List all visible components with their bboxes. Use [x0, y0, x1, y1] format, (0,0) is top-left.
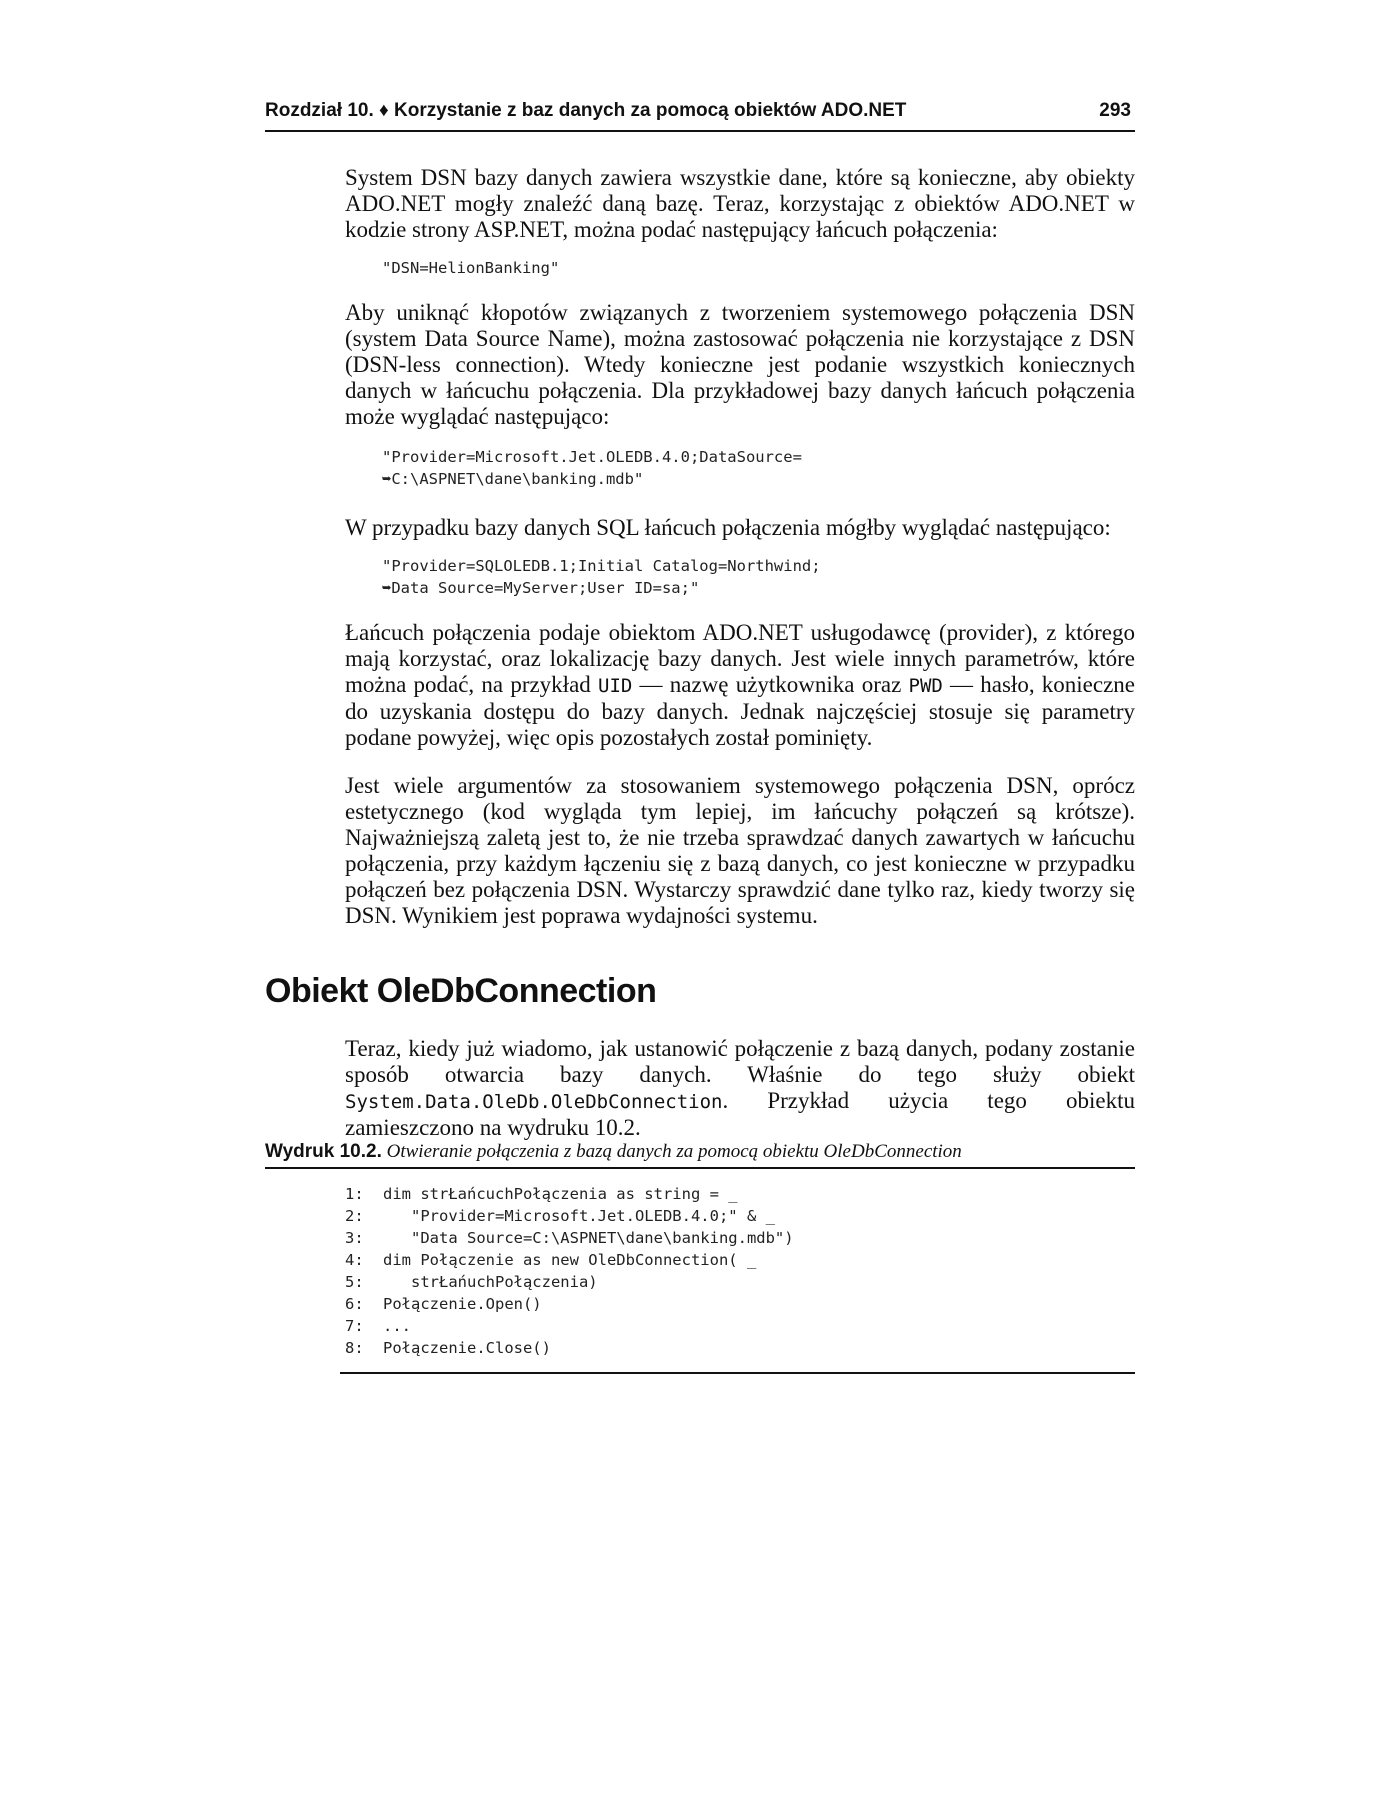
- line-number: 7:: [345, 1317, 364, 1335]
- line-code: ...: [383, 1317, 411, 1335]
- paragraph-oledb-intro: [345, 1036, 1135, 1141]
- line-code: "Provider=Microsoft.Jet.OLEDB.4.0;" & _: [383, 1207, 775, 1225]
- listing-line: [345, 1315, 1135, 1337]
- section-heading: Obiekt OleDbConnection: [265, 972, 657, 1010]
- provider-text-a: Łańcuch połączenia podaje obiektom ADO.NET usługodawcę (provider), z którego mają korzystać, oraz lokalizację bazy danych. Jest wiele innych parametrów, które można podać, na przykład: [345, 620, 1135, 697]
- line-code: strŁańuchPołączenia): [383, 1273, 598, 1291]
- line-number: 5:: [345, 1273, 364, 1291]
- listing-line: [345, 1271, 1135, 1293]
- oledb-text-a: Teraz, kiedy już wiadomo, jak ustanowić połączenie z bazą danych, podany zostanie sposób otwarcia bazy danych. Właśnie do tego służy obiekt: [345, 1036, 1135, 1087]
- listing-line: [345, 1183, 1135, 1205]
- listing-label: Wydruk 10.2.: [265, 1141, 382, 1162]
- oledb-class-code: System.Data.OleDb.OleDbConnection: [345, 1091, 723, 1113]
- line-code: Połączenie.Open(): [383, 1295, 542, 1313]
- line-number: 1:: [345, 1185, 364, 1203]
- code-jet-connection-string: "Provider=Microsoft.Jet.OLEDB.4.0;DataSource= ➥C:\ASPNET\dane\banking.mdb": [382, 448, 802, 488]
- oledb-text-b: . Przykład użycia tego obiektu zamieszczono na wydruku 10.2.: [345, 1088, 1135, 1140]
- line-number: 3:: [345, 1229, 364, 1247]
- listing-line: [345, 1249, 1135, 1271]
- line-number: 8:: [345, 1339, 364, 1357]
- line-number: 6:: [345, 1295, 364, 1313]
- line-number: 2:: [345, 1207, 364, 1225]
- code-listing: [345, 1183, 1135, 1359]
- provider-text-c: — hasło, konieczne do uzyskania dostępu do bazy danych. Jednak najczęściej stosuje się parametry podane powyżej, więc opis pozostałych został pominięty.: [345, 672, 1135, 750]
- page-number: 293: [1099, 100, 1131, 121]
- listing-line: [345, 1205, 1135, 1227]
- paragraph-sql-intro: W przypadku bazy danych SQL łańcuch połączenia mógłby wyglądać następująco:: [345, 515, 1111, 540]
- code-sql-connection-string: "Provider=SQLOLEDB.1;Initial Catalog=Northwind; ➥Data Source=MyServer;User ID=sa;": [382, 557, 821, 597]
- paragraph-provider: [345, 620, 1135, 751]
- paragraph-dsn-less: Aby uniknąć kłopotów związanych z tworzeniem systemowego połączenia DSN (system Data Source Name), można zastosować połączenia nie korzystające z DSN (DSN-less connection). Wtedy konieczne jest podanie wszystkich koniecznych danych w łańcuchu połączenia. Dla przykładowej bazy danych łańcuch połączenia może wyglądać następująco:: [345, 300, 1135, 429]
- listing-bottom-rule: [340, 1372, 1135, 1374]
- paragraph-dsn-intro: System DSN bazy danych zawiera wszystkie dane, które są konieczne, aby obiekty ADO.NET mogły znaleźć daną bazę. Teraz, korzystając z obiektów ADO.NET w kodzie strony ASP.NET, można podać następujący łańcuch połączenia:: [345, 165, 1135, 242]
- line-code: dim strŁańcuchPołączenia as string = _: [383, 1185, 738, 1203]
- pwd-code: PWD: [908, 675, 943, 697]
- running-header: [265, 98, 1135, 132]
- chapter-title: Rozdział 10. ♦ Korzystanie z baz danych za pomocą obiektów ADO.NET: [265, 100, 907, 121]
- code-dsn-string: "DSN=HelionBanking": [382, 259, 560, 277]
- listing-line: [345, 1227, 1135, 1249]
- line-number: 4:: [345, 1251, 364, 1269]
- provider-text-b: — nazwę użytkownika oraz: [632, 672, 909, 697]
- line-code: "Data Source=C:\ASPNET\dane\banking.mdb"): [383, 1229, 794, 1247]
- line-code: Połączenie.Close(): [383, 1339, 551, 1357]
- listing-line: [345, 1337, 1135, 1359]
- listing-line: [345, 1293, 1135, 1315]
- paragraph-dsn-arguments: Jest wiele argumentów za stosowaniem systemowego połączenia DSN, oprócz estetycznego (kod wygląda tym lepiej, im łańcuchy połączeń są krótsze). Najważniejszą zaletą jest to, że nie trzeba sprawdzać danych zawartych w łańcuchu połączenia, przy każdym łączeniu się z bazą danych, co jest konieczne w przypadku połączeń bez połączenia DSN. Wystarczy sprawdzić dane tylko raz, kiedy tworzy się DSN. Wynikiem jest poprawa wydajności systemu.: [345, 773, 1135, 928]
- line-code: dim Połączenie as new OleDbConnection( _: [383, 1251, 757, 1269]
- listing-title: Otwieranie połączenia z bazą danych za pomocą obiektu OleDbConnection: [386, 1141, 962, 1162]
- listing-caption: [265, 1141, 1135, 1169]
- uid-code: UID: [598, 675, 633, 697]
